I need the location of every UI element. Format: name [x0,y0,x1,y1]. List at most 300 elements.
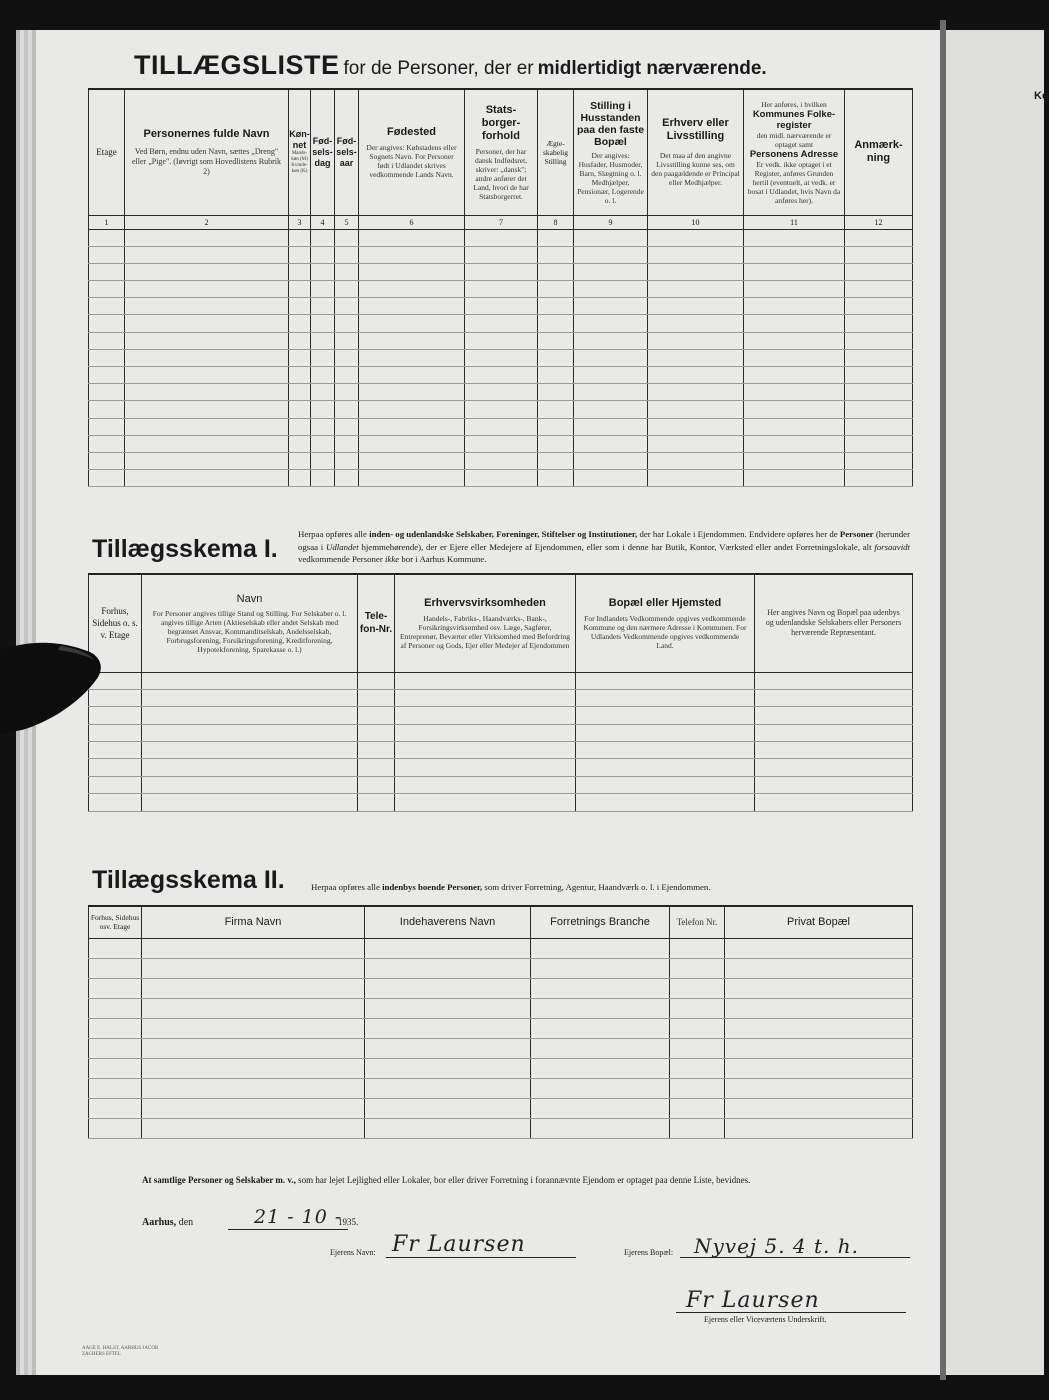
table-cell [395,724,576,741]
table-cell [125,367,289,384]
table-cell [311,281,335,298]
col-navn: Personernes fulde Navn Ved Børn, endnu uden Navn, sættes „Dreng" eller „Pige". (Iøvrigt som Hovedlistens Rubrik 2) [125,89,289,215]
table-cell [744,435,845,452]
table-cell [89,367,125,384]
skema2-body [89,938,913,1139]
col-anmaerkning: Anmærk-ning [845,89,913,215]
table-cell [648,452,744,469]
table-cell [358,724,395,741]
table-cell [465,349,538,366]
table-cell [670,1059,725,1079]
table-cell [89,1119,142,1139]
table-cell [89,384,125,401]
skema2-col-etage: Forhus, Sidehus osv. Etage [89,906,142,938]
table-cell [648,281,744,298]
table-cell [574,263,648,280]
table-cell [574,298,648,315]
table-cell [89,978,142,998]
date-handwritten: 21 - 10 - [254,1206,343,1228]
table-cell [648,418,744,435]
table-cell [89,332,125,349]
table-cell [335,452,359,469]
table-cell [311,384,335,401]
main-table-row [89,332,913,349]
table-cell [648,384,744,401]
table-cell [358,794,395,811]
skema1-col-bopael: Bopæl eller Hjemsted For Indlandets Vedkommende opgives vedkommende Kommune og den nærmere Adresse i Kommunen. For Udlandets Vedkommende opgives vedkommende Land. [576,574,755,672]
table-cell [845,418,913,435]
table-cell [465,384,538,401]
skema1-col-etage: Forhus, Sidehus o. s. v. Etage [89,574,142,672]
table-cell [289,281,311,298]
table-cell [648,246,744,263]
main-table-row [89,401,913,418]
table-cell [744,367,845,384]
table-cell [89,794,142,811]
table-cell [359,349,465,366]
table-cell [538,418,574,435]
table-cell [289,315,311,332]
table-cell [531,938,670,958]
table-cell [89,1079,142,1099]
table-cell [358,742,395,759]
main-title [134,50,934,81]
skema2-table-row [89,958,913,978]
table-cell [142,689,358,706]
table-cell [531,958,670,978]
den-label: den [178,1217,194,1228]
year: 1935. [338,1217,359,1227]
table-cell [538,281,574,298]
table-cell [289,401,311,418]
table-cell [725,998,913,1018]
table-cell [365,1079,531,1099]
owner-name-line [386,1257,576,1258]
owner-address-handwritten: Nyvej 5. 4 t. h. [694,1234,860,1258]
table-cell [538,298,574,315]
table-cell [744,263,845,280]
skema2-table-row [89,1079,913,1099]
table-cell [359,401,465,418]
table-cell [576,672,755,689]
table-cell [531,1038,670,1058]
table-cell [89,229,125,246]
table-cell [531,1119,670,1139]
col-kon: Køn-net Mands-køn (M) Kvinde-køn (K) [289,89,311,215]
owner-name-handwritten: Fr Laursen [392,1232,526,1257]
table-cell [538,384,574,401]
table-cell [725,1018,913,1038]
table-cell [845,229,913,246]
table-cell [576,742,755,759]
table-cell [465,246,538,263]
table-cell [289,332,311,349]
main-body [89,229,913,487]
table-cell [365,1018,531,1038]
table-cell [311,418,335,435]
thumb-shape [0,630,110,740]
table-cell [335,401,359,418]
table-cell [725,1038,913,1058]
table-cell [142,759,358,776]
table-cell [365,958,531,978]
table-cell [335,332,359,349]
main-table-row [89,384,913,401]
skema2-col-branche: Forretnings Branche [531,906,670,938]
table-cell [311,349,335,366]
skema1-description: Herpaa opføres alle inden- og udenlandske Selskaber, Foreninger, Stiftelser og Institutioner, der har Lokale i Ejendommen. Endvidere opføres her de Personer (herunder ogsaa i Udlandet hjemmehørende), der er Ejere eller Medejere af Ejendommen, eller som i denne har Butik, Kontor, Værksted eller andet Forretningslokale, alt forsaavidt vedkommende Personer ikke bor i Aarhus Kommune. [298,529,911,564]
table-cell [845,315,913,332]
table-cell [845,246,913,263]
table-cell [89,263,125,280]
table-cell [395,794,576,811]
table-cell [574,281,648,298]
table-cell [395,672,576,689]
table-cell [648,401,744,418]
table-cell [574,246,648,263]
table-cell [359,246,465,263]
table-cell [125,281,289,298]
table-cell [335,315,359,332]
table-cell [538,435,574,452]
table-cell [142,794,358,811]
table-cell [465,435,538,452]
table-cell [289,246,311,263]
table-cell [125,263,289,280]
table-cell [576,689,755,706]
skema2-col-privat: Privat Bopæl [725,906,913,938]
main-table-row [89,229,913,246]
table-cell [648,229,744,246]
table-cell [755,759,913,776]
skema1-table-row [89,707,913,724]
table-cell [142,742,358,759]
table-cell [465,298,538,315]
table-cell [538,332,574,349]
table-cell [125,246,289,263]
table-cell [538,349,574,366]
skema2-table-row [89,1059,913,1079]
table-cell [744,401,845,418]
table-cell [755,672,913,689]
table-cell [289,263,311,280]
table-cell [744,332,845,349]
table-cell [744,246,845,263]
table-cell [744,349,845,366]
table-cell [311,332,335,349]
table-cell [574,315,648,332]
table-cell [365,938,531,958]
table-cell [744,470,845,487]
table-cell [538,229,574,246]
col-aegteskab: Ægte-skabelig Stilling [538,89,574,215]
table-cell [465,367,538,384]
skema2-table-row [89,1018,913,1038]
facing-page [946,30,1049,1375]
table-cell [744,315,845,332]
table-cell [142,1038,365,1058]
table-cell [335,246,359,263]
table-cell [670,1099,725,1119]
table-cell [755,724,913,741]
table-cell [744,384,845,401]
table-cell [670,1018,725,1038]
table-cell [142,1018,365,1038]
table-cell [670,938,725,958]
table-cell [725,1059,913,1079]
skema2-table-row [89,1038,913,1058]
table-cell [538,401,574,418]
table-cell [89,315,125,332]
table-cell [574,367,648,384]
table-cell [574,418,648,435]
table-cell [574,349,648,366]
place: Aarhus, [142,1217,177,1228]
table-cell [335,435,359,452]
table-cell [744,281,845,298]
table-cell [395,776,576,793]
col-fodselsaar: Fød-sels-aar [335,89,359,215]
table-cell [574,384,648,401]
table-cell [89,298,125,315]
table-cell [125,349,289,366]
table-cell [335,229,359,246]
main-table-row [89,367,913,384]
table-cell [89,776,142,793]
main-table-row [89,470,913,487]
table-cell [142,1099,365,1119]
skema2-col-indehaver: Indehaverens Navn [365,906,531,938]
table-cell [648,367,744,384]
skema1-table-row [89,794,913,811]
table-cell [359,470,465,487]
table-cell [142,672,358,689]
skema2-table-row [89,978,913,998]
table-cell [89,246,125,263]
table-cell [311,367,335,384]
table-cell [648,349,744,366]
title-bold: midlertidigt nærværende. [537,58,767,79]
date-line [228,1229,348,1230]
table-cell [395,707,576,724]
table-cell [670,1079,725,1099]
table-cell [142,938,365,958]
skema2-table-row [89,998,913,1018]
signature-line [676,1312,906,1313]
skema2-table [88,905,913,1139]
table-cell [125,470,289,487]
table-cell [670,998,725,1018]
table-cell [670,978,725,998]
main-table-row [89,418,913,435]
table-cell [574,401,648,418]
table-cell [531,998,670,1018]
table-cell [359,332,465,349]
table-cell [125,401,289,418]
table-cell [359,435,465,452]
skema1-table-row [89,672,913,689]
skema1-col-erhverv: Erhvervsvirksomheden Handels-, Fabriks-, Haandværks-, Bank-, Forsikringsvirksomhed osv. Læge, Sagfører, Entreprenør, Beværter eller Virksomhed med Befordring af Personer og Gods, Ejer eller Medejer af Ejendommen [395,574,576,672]
table-cell [465,281,538,298]
table-cell [365,1119,531,1139]
table-cell [311,470,335,487]
table-cell [395,742,576,759]
table-cell [465,401,538,418]
main-table-row [89,349,913,366]
table-cell [335,367,359,384]
table-cell [289,229,311,246]
table-cell [89,1099,142,1119]
table-cell [89,958,142,978]
skema1-col-navn: Navn For Personer angives tillige Stand og Stilling. For Selskaber o. l. angives tillige Arten (Aktieselskab eller andet Selskab med begrænset Ansvar, Kommanditselskab, Andelsselskab, Forbrugsforening, Forsikringsforening, Kreditforening, Hypotekforening, Sparekasse o. l.) [142,574,358,672]
skema1-header-row [89,574,913,672]
col-statsborger: Stats-borger-forhold Personer, der har dansk Indfødsret, skriver: „dansk"; andre anfører det Land, hvori de har Statsborgerret. [465,89,538,215]
facing-page-fragment: Ko [1034,90,1049,102]
table-cell [89,418,125,435]
table-cell [359,298,465,315]
table-cell [574,332,648,349]
table-cell [648,435,744,452]
table-cell [648,298,744,315]
table-cell [359,452,465,469]
table-cell [755,707,913,724]
table-cell [289,452,311,469]
table-cell [538,315,574,332]
table-cell [845,470,913,487]
table-cell [395,689,576,706]
table-cell [531,978,670,998]
table-cell [142,724,358,741]
table-cell [365,1059,531,1079]
table-cell [574,435,648,452]
table-cell [359,281,465,298]
main-table-row [89,281,913,298]
table-cell [311,246,335,263]
table-cell [648,315,744,332]
table-cell [89,452,125,469]
table-cell [311,315,335,332]
table-cell [335,470,359,487]
col-husstand: Stilling i Husstanden paa den faste Bopæl Der angives: Husfader, Husmoder, Barn, Slægtning o. l. Medhjælper, Pensionær, Logerende o. l. [574,89,648,215]
table-cell [125,298,289,315]
main-header-row [89,89,913,215]
table-cell [125,332,289,349]
table-cell [465,418,538,435]
table-cell [744,298,845,315]
table-cell [142,1119,365,1139]
table-cell [311,401,335,418]
table-cell [335,298,359,315]
skema1-body [89,672,913,811]
skema1-title: Tillægsskema I. [92,535,278,563]
table-cell [576,759,755,776]
table-cell [365,998,531,1018]
skema2-col-telefon: Telefon Nr. [670,906,725,938]
table-cell [89,742,142,759]
table-cell [670,1038,725,1058]
table-cell [648,332,744,349]
table-cell [142,958,365,978]
table-cell [725,978,913,998]
col-erhverv: Erhverv eller Livsstilling Det maa af den angivne Livsstilling kunne ses, om den paagældende er Principal eller Medhjælper. [648,89,744,215]
table-cell [289,418,311,435]
table-cell [845,367,913,384]
table-cell [89,1038,142,1058]
table-cell [358,672,395,689]
table-cell [359,229,465,246]
table-cell [670,958,725,978]
table-cell [465,452,538,469]
table-cell [648,263,744,280]
owner-address-label: Ejerens Bopæl: [624,1248,674,1257]
table-cell [359,263,465,280]
col-fodselsdag: Fød-sels-dag [311,89,335,215]
table-cell [465,263,538,280]
table-cell [576,776,755,793]
table-cell [744,229,845,246]
table-cell [89,281,125,298]
main-list-table [88,88,913,487]
table-cell [358,707,395,724]
table-cell [531,1079,670,1099]
signature-handwritten: Fr Laursen [686,1288,820,1313]
table-cell [465,470,538,487]
title-rest: for de Personer, der er [343,58,534,79]
table-cell [289,435,311,452]
skema1-table-row [89,689,913,706]
skema2-header-row [89,906,913,938]
table-cell [289,349,311,366]
table-cell [311,298,335,315]
col-adresse: Her anføres, i hvilken Kommunes Folke-register den midl. nærværende er optaget samt Personens Adresse Er vedk. ikke optaget i et Register, anføres Grunden hertil (eventuelt, at vedk. er bosat i Udlandet, hvis Navn da anføres her). [744,89,845,215]
skema2-table-row [89,938,913,958]
table-cell [538,263,574,280]
table-cell [465,229,538,246]
table-cell [89,401,125,418]
skema2-description: Herpaa opføres alle indenbys boende Personer, som driver Forretning, Agentur, Haandværk o. l. i Ejendommen. [311,882,711,892]
table-cell [89,435,125,452]
table-cell [845,384,913,401]
table-cell [365,1099,531,1119]
table-cell [725,958,913,978]
table-cell [538,246,574,263]
table-cell [289,384,311,401]
table-cell [725,938,913,958]
main-table-row [89,298,913,315]
table-cell [289,298,311,315]
table-cell [335,281,359,298]
table-cell [125,229,289,246]
table-cell [142,1079,365,1099]
table-cell [465,315,538,332]
skema2-title: Tillægsskema II. [92,866,285,894]
table-cell [289,367,311,384]
table-cell [335,418,359,435]
table-cell [335,349,359,366]
table-cell [365,1038,531,1058]
title-big: TILLÆGSLISTE [134,50,340,80]
skema1-col-repraesentant: Her angives Navn og Bopæl paa udenbys og udenlandske Selskabers eller Personers herværende Repræsentant. [755,574,913,672]
table-cell [538,452,574,469]
table-cell [142,998,365,1018]
table-cell [574,229,648,246]
attestation: At samtlige Personer og Selskaber m. v., som har lejet Lejlighed eller Lokaler, bor eller driver Forretning i forannævnte Ejendom er optaget paa denne Liste, bevidnes. [142,1175,751,1185]
table-cell [142,1059,365,1079]
table-cell [845,332,913,349]
col-fodested: Fødested Der angives: Købstadens eller Sognets Navn. For Personer født i Udlandet skrives vedkommende Lands Navn. [359,89,465,215]
table-cell [359,315,465,332]
table-cell [576,794,755,811]
